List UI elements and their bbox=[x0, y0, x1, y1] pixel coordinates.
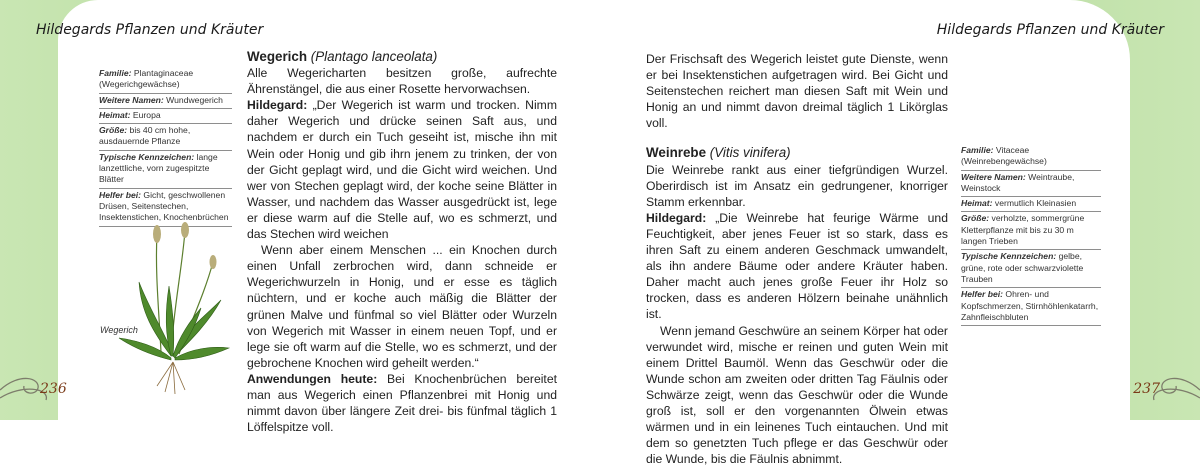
hildegard-quote-continued: Wenn aber einem Menschen ... ein Knochen durch einen Unfall zerbrochen wird, dann schneide er Wegerichwurzeln in Honig, und er esse es täglich nüchtern, und er koche auch mäßig die Blätter der grünen Malve und fünfmal so viel Blätter oder Wurzeln von Wegerich mit Wasser in einem neuen Topf, und er lege sie oft warm auf die Stelle, wo es schmerzt, und der gebrochene Knochen wird geheilt werden.“ bbox=[247, 242, 557, 371]
hildegard-quote-continued: Wenn jemand Geschwüre an seinem Körper hat oder verwundet wird, mische er reinen und guten Wein mit einem Drittel Baumöl. Wenn das Geschwür oder die Wunde schon am zweiten oder dritten Tag Fäulnis oder Schwärze zeigt, wenn das Geschwür oder die Wunde groß ist, soll er den vorgenannten Ölwein etwas wärmen und in ein leinenes Tuch eintauchen. Und mit dem so genetzten Tuch pflege er das Geschwür oder die Wunde, bis die Fäulnis abnimmt. bbox=[646, 323, 948, 467]
plant-caption: Wegerich bbox=[100, 325, 138, 335]
left-article-wegerich bbox=[247, 49, 557, 435]
flower-spike bbox=[153, 225, 161, 243]
article-intro: Die Weinrebe rankt aus einer tiefgründigen Wurzel. Oberirdisch ist im Ansatz ein gedrungener, knorriger Stamm erkennbar. bbox=[646, 162, 948, 210]
article-heading: Weinrebe (Vitis vinifera) bbox=[646, 145, 948, 161]
fact-row-origin: Heimat: vermutlich Kleinasien bbox=[961, 197, 1101, 212]
left-page-number: 236 bbox=[40, 381, 67, 397]
fact-row-size: Größe: verholzte, sommergrüne Kletterpflanze mit bis zu 30 m langen Trieben bbox=[961, 212, 1101, 250]
flower-spike bbox=[210, 255, 217, 269]
article-intro: Alle Wegericharten besitzen große, aufrechte Ährenstängel, die aus einer Rosette hervorwachsen. bbox=[247, 65, 557, 97]
right-running-header: Hildegards Pflanzen und Kräuter bbox=[937, 22, 1164, 38]
fact-row-family: Familie: Plantaginaceae (Wegerichgewächse) bbox=[99, 67, 232, 94]
fact-row-family: Familie: Vitaceae (Weinrebengewächse) bbox=[961, 144, 1101, 171]
fact-row-origin: Heimat: Europa bbox=[99, 109, 232, 124]
fact-row-features: Typische Kennzeichen: gelbe, grüne, rote oder schwarzviolette Trauben bbox=[961, 250, 1101, 288]
fact-row-other-names: Weitere Namen: Weintraube, Weinstock bbox=[961, 171, 1101, 198]
fact-row-helps-with: Helfer bei: Gicht, geschwollenen Drüsen, Seitenstechen, Insektenstichen, Knochenbrüchen bbox=[99, 189, 232, 227]
hildegard-quote: Hildegard: „Die Weinrebe hat feurige Wärme und Feuchtigkeit, aber jenes Feuer ist so stark, dass es ihren Saft zu einem anderen Geschmack umwandelt, als ihn andere Bäume oder andere Kräuter haben. Daher macht auch jenes große Feuer ihr Holz so trocken, dass es anderen Hölzern beinahe unähnlich ist. bbox=[646, 210, 948, 323]
fact-row-features: Typische Kennzeichen: lange lanzettliche, vorn zugespitzte Blätter bbox=[99, 151, 232, 189]
fact-row-helps-with: Helfer bei: Ohren- und Kopfschmerzen, Stirnhöhlenkatarrh, Zahnfleischbluten bbox=[961, 288, 1101, 326]
wegerich-continuation: Der Frischsaft des Wegerich leistet gute Dienste, wenn er bei Insektenstichen aufgetragen wird. Bei Gicht und Seitenstechen reichert man diesen Saft mit Wein und Honig an und nimmt davon dreimal täglich 1 Likörglas voll. bbox=[646, 51, 948, 131]
right-page-number: 237 bbox=[1133, 381, 1160, 397]
left-running-header: Hildegards Pflanzen und Kräuter bbox=[36, 22, 263, 38]
right-plant-facts-box bbox=[961, 144, 1101, 326]
right-article bbox=[646, 51, 948, 467]
hildegard-quote: Hildegard: „Der Wegerich ist warm und trocken. Nimm daher Wegerich und drücke seinen Saft aus, und nachdem er durch ein Tuch geseiht ist, mische ihn mit Wein oder Honig und gib ihrn jenem zu trinken, der von der Gicht geplagt wird, und die Gicht wird weichen. Und wer von Stechen geplagt wird, der koche seine Blätter in Wasser, und nachdem das Wasser ausgedrückt ist, lege er diese warm auf die Stelle auf, wo es schmerzt, und das Stechen wird weichen bbox=[247, 97, 557, 242]
left-plant-facts-box bbox=[99, 67, 232, 227]
fact-row-other-names: Weitere Namen: Wundwegerich bbox=[99, 94, 232, 109]
article-heading: Wegerich (Plantago lanceolata) bbox=[247, 49, 557, 65]
modern-uses: Anwendungen heute: Bei Knochenbrüchen bereitet man aus Wegerich einen Pflanzenbrei mit Honig und nimmt davon über längere Zeit drei- bis fünfmal täglich 1 Löffelspitze voll. bbox=[247, 371, 557, 435]
plantain-illustration bbox=[113, 222, 233, 394]
fact-row-size: Größe: bis 40 cm hohe, ausdauernde Pflanze bbox=[99, 124, 232, 151]
flower-spike bbox=[181, 222, 189, 238]
right-page-ornament bbox=[1120, 362, 1200, 412]
